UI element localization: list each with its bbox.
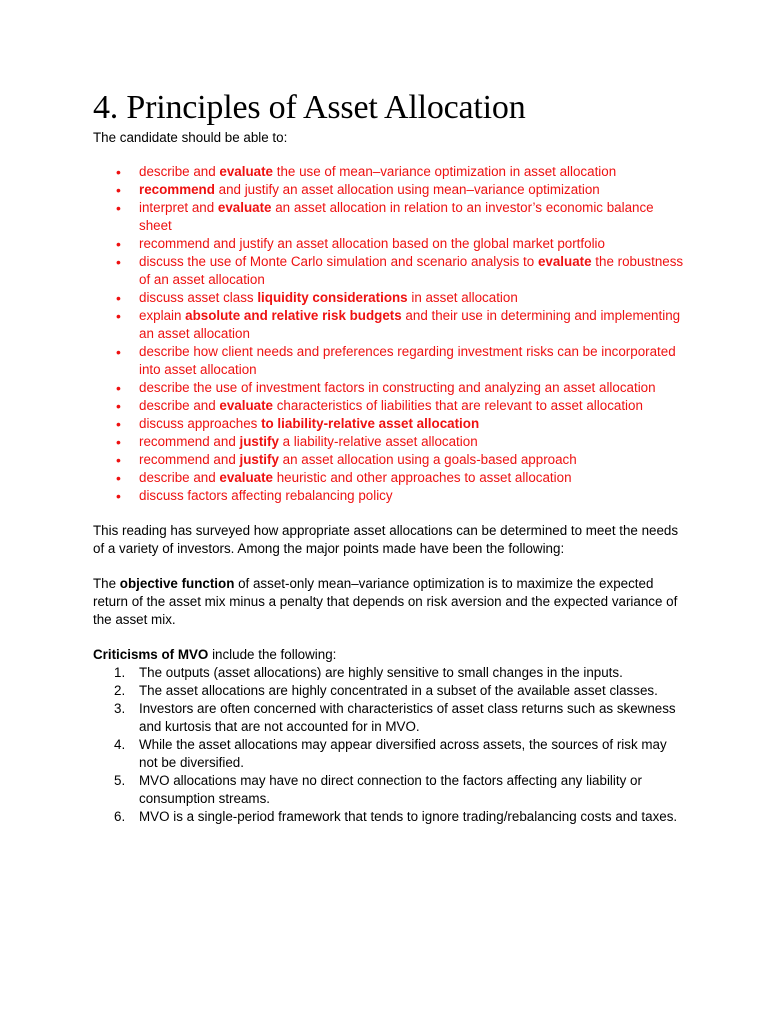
objective-text: recommend and (139, 452, 240, 467)
bullet-icon: • (116, 200, 121, 216)
objective-text: the use of mean–variance optimization in asset allocation (273, 164, 617, 179)
bullet-icon: • (116, 344, 121, 360)
bullet-icon: • (116, 164, 121, 180)
criticism-text: MVO allocations may have no direct connection to the factors affecting any liability or consumption streams. (139, 773, 642, 806)
objective-text: in asset allocation (407, 290, 518, 305)
objective-emphasis: justify (239, 434, 279, 449)
criticism-number: 2. (114, 683, 126, 698)
criticism-item (114, 808, 688, 826)
criticism-number: 4. (114, 737, 126, 752)
criticism-number: 5. (114, 773, 126, 788)
bullet-icon: • (116, 470, 121, 486)
criticisms-term: Criticisms of MVO (93, 647, 209, 662)
criticism-text: Investors are often concerned with characteristics of asset class returns such as skewness and kurtosis that are not accounted for in MVO. (139, 701, 676, 734)
objective-emphasis: evaluate (219, 164, 274, 179)
objective-text: describe and (139, 398, 220, 413)
criticism-item (114, 736, 688, 772)
bullet-icon: • (116, 434, 121, 450)
objective-text: a liability-relative asset allocation (278, 434, 478, 449)
objective-text: recommend and justify an asset allocation based on the global market portfolio (139, 236, 605, 251)
objective-function-lead: The (93, 576, 120, 591)
objective-item (116, 253, 688, 289)
objective-text: discuss the use of Monte Carlo simulation and scenario analysis to (139, 254, 538, 269)
objective-text: an asset allocation in relation to an investor’s economic balance sheet (139, 200, 654, 233)
objective-emphasis: liquidity considerations (257, 290, 408, 305)
objective-emphasis: evaluate (219, 398, 274, 413)
objective-item (116, 181, 688, 199)
objective-item (116, 433, 688, 451)
objective-emphasis: absolute and relative risk budgets (185, 308, 402, 323)
objective-text: and justify an asset allocation using mean–variance optimization (214, 182, 600, 197)
objective-item (116, 307, 688, 343)
objective-text: interpret and (139, 200, 218, 215)
objective-function-rest: of asset-only mean–variance optimization is to maximize the expected return of the asset mix minus a penalty that depends on risk aversion and the expected variance of the asset mix. (93, 576, 678, 627)
intro-text: The candidate should be able to: (93, 130, 288, 145)
objective-item (116, 343, 688, 379)
bullet-icon: • (116, 182, 121, 198)
criticism-item (114, 772, 688, 808)
bullet-icon: • (116, 488, 121, 504)
criticism-item (114, 664, 688, 682)
summary-paragraph: This reading has surveyed how appropriate asset allocations can be determined to meet the needs of a variety of investors. Among the major points made have been the following: (93, 523, 679, 556)
bullet-icon: • (116, 236, 121, 252)
objective-emphasis: evaluate (217, 200, 272, 215)
criticism-number: 6. (114, 809, 126, 824)
objective-text: an asset allocation using a goals-based approach (278, 452, 577, 467)
objective-emphasis: justify (239, 452, 279, 467)
criticism-number: 1. (114, 665, 126, 680)
bullet-icon: • (116, 290, 121, 306)
criticism-text: The asset allocations are highly concentrated in a subset of the available asset classes. (139, 683, 658, 698)
objective-text: recommend and (139, 434, 240, 449)
objective-text: describe the use of investment factors in constructing and analyzing an asset allocation (139, 380, 656, 395)
bullet-icon: • (116, 308, 121, 324)
criticisms-heading (93, 646, 688, 664)
objective-text: the robustness of an asset allocation (139, 254, 684, 287)
objective-item (116, 289, 688, 307)
objective-text: characteristics of liabilities that are relevant to asset allocation (273, 398, 643, 413)
objective-item (116, 451, 688, 469)
objective-item (116, 487, 688, 505)
objective-text: discuss approaches (139, 416, 262, 431)
objective-item (116, 235, 688, 253)
criticism-item (114, 700, 688, 736)
objective-text: and their use in determining and implementing an asset allocation (139, 308, 681, 341)
objective-emphasis: evaluate (219, 470, 274, 485)
bullet-icon: • (116, 380, 121, 396)
objective-text: describe how client needs and preferences regarding investment risks can be incorporated into asset allocation (139, 344, 676, 377)
criticism-number: 3. (114, 701, 126, 716)
criticism-text: While the asset allocations may appear diversified across assets, the sources of risk may not be diversified. (139, 737, 667, 770)
objective-item (116, 199, 688, 235)
objective-function-paragraph (93, 575, 688, 629)
bullet-icon: • (116, 254, 121, 270)
objective-text: discuss asset class (139, 290, 258, 305)
criticism-item (114, 682, 688, 700)
objective-function-term: objective function (119, 576, 235, 591)
criticisms-rest: include the following: (208, 647, 337, 662)
learning-objectives-list (93, 163, 688, 505)
bullet-icon: • (116, 452, 121, 468)
criticism-text: The outputs (asset allocations) are highly sensitive to small changes in the inputs. (139, 665, 623, 680)
objective-emphasis: to liability-relative asset allocation (261, 416, 480, 431)
objective-text: heuristic and other approaches to asset allocation (273, 470, 572, 485)
objective-item (116, 397, 688, 415)
objective-text: explain (139, 308, 186, 323)
objective-item (116, 379, 688, 397)
objective-text: describe and (139, 164, 220, 179)
bullet-icon: • (116, 398, 121, 414)
objective-item (116, 415, 688, 433)
objective-text: discuss factors affecting rebalancing policy (139, 488, 393, 503)
page-title: 4. Principles of Asset Allocation (93, 89, 526, 126)
bullet-icon: • (116, 416, 121, 432)
objective-item (116, 469, 688, 487)
objective-text: describe and (139, 470, 220, 485)
objective-item (116, 163, 688, 181)
criticism-text: MVO is a single-period framework that tends to ignore trading/rebalancing costs and taxes. (139, 809, 678, 824)
objective-emphasis: evaluate (537, 254, 592, 269)
objective-emphasis: recommend (139, 182, 215, 197)
criticisms-list (93, 664, 688, 826)
